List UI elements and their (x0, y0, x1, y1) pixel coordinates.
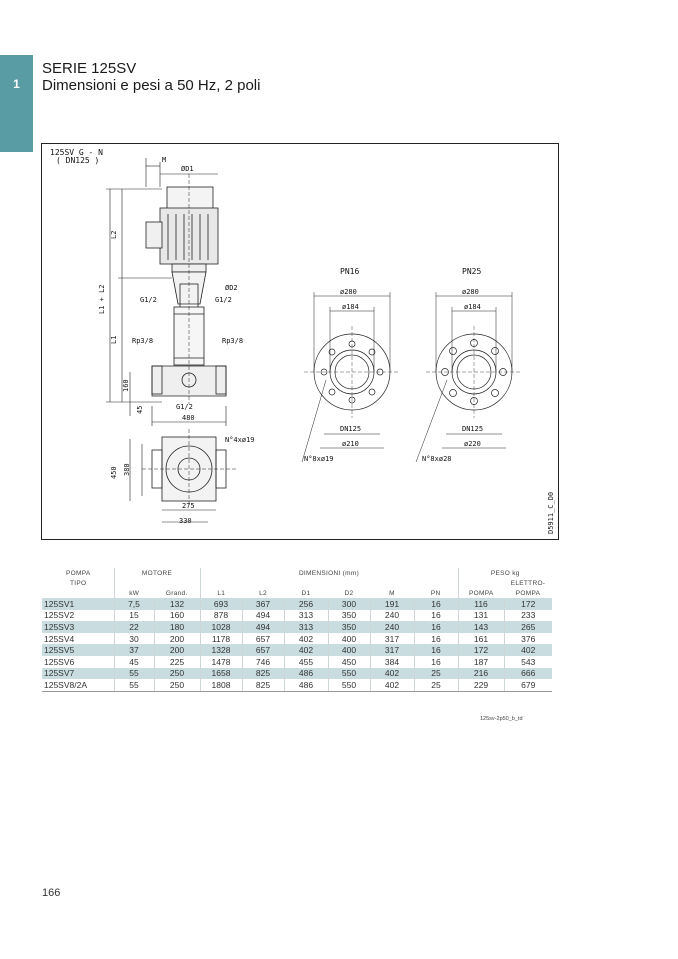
flange-pn16-bolt: ø210 (342, 440, 359, 448)
col-grand: Grand. (165, 589, 188, 597)
table-header-row-3 (42, 588, 552, 598)
cell-peso-pompa: 187 (458, 656, 504, 668)
cell-peso-elettro: 265 (504, 621, 552, 633)
cell-grand: 132 (154, 598, 200, 610)
dim-l1-l2: L1 + L2 (98, 284, 106, 314)
cell-peso-pompa: 172 (458, 644, 504, 656)
cell-l2: 657 (242, 644, 284, 656)
label-g12-right: G1/2 (215, 296, 232, 304)
col-pn: PN (430, 589, 441, 597)
header-tipo: TIPO (70, 579, 87, 587)
flange-pn16-holes: N°8xø19 (304, 455, 334, 463)
chapter-number: 1 (13, 77, 20, 91)
flange-pn25-inner: ø184 (464, 303, 481, 311)
table-reference: 125sv-2p50_b_td (480, 716, 523, 722)
cell-d1: 313 (284, 610, 328, 622)
cell-tipo: 125SV6 (44, 656, 75, 667)
cell-l1: 1028 (200, 621, 242, 633)
dim-d2: ØD2 (225, 284, 238, 292)
flange-pn25-title: PN25 (462, 267, 482, 276)
flange-pn25-outer: ø280 (462, 288, 479, 296)
pump-elevation-view (146, 174, 226, 404)
header-peso: PESO kg (458, 568, 552, 578)
cell-kw: 37 (114, 644, 154, 656)
cell-m: 317 (370, 644, 414, 656)
cell-l2: 657 (242, 633, 284, 645)
flange-pn16-dn: DN125 (340, 425, 362, 433)
label-g12-left: G1/2 (140, 296, 157, 304)
table-header-row-2 (42, 578, 552, 588)
cell-l1: 1178 (200, 633, 242, 645)
cell-peso-elettro: 376 (504, 633, 552, 645)
cell-pn: 16 (414, 621, 458, 633)
cell-tipo: 125SV2 (44, 610, 75, 621)
dim-d1: ØD1 (181, 165, 194, 173)
cell-peso-elettro: 172 (504, 598, 552, 610)
cell-grand: 200 (154, 633, 200, 645)
table-row (42, 679, 552, 691)
cell-pn: 25 (414, 679, 458, 691)
cell-peso-pompa: 131 (458, 610, 504, 622)
cell-tipo: 125SV8/2A (42, 679, 114, 691)
label-rp-right: Rp3/8 (222, 337, 244, 345)
table-row (42, 598, 552, 610)
model-sub-label: ( DN125 ) (56, 156, 100, 165)
table-row (42, 633, 552, 645)
cell-grand: 225 (154, 656, 200, 668)
label-holes-top: N°4xø19 (225, 436, 255, 444)
table-row (42, 610, 552, 622)
table-row (42, 644, 552, 656)
cell-m: 240 (370, 621, 414, 633)
table-row (42, 656, 552, 668)
col-m: M (389, 589, 395, 597)
cell-tipo: 125SV7 (42, 668, 114, 680)
label-rp-left: Rp3/8 (132, 337, 154, 345)
page-title (42, 60, 260, 94)
cell-l1: 1808 (200, 679, 242, 691)
table-row (42, 621, 552, 633)
dim-l2: L2 (110, 230, 118, 239)
cell-d1: 486 (284, 679, 328, 691)
cell-peso-elettro: 543 (504, 656, 552, 668)
cell-l1: 878 (200, 610, 242, 622)
col-d1: D1 (301, 589, 311, 597)
cell-l2: 746 (242, 656, 284, 668)
cell-peso-pompa: 161 (458, 633, 504, 645)
label-g12-bottom: G1/2 (176, 403, 193, 411)
cell-d1: 486 (284, 668, 328, 680)
cell-pn: 16 (414, 644, 458, 656)
dim-480: 480 (182, 414, 195, 422)
col-peso-elettropompa: POMPA (515, 589, 541, 597)
cell-tipo: 125SV4 (44, 633, 75, 644)
cell-l1: 693 (200, 598, 242, 610)
dim-l1: L1 (110, 335, 118, 344)
col-kw: kW (114, 588, 154, 598)
cell-d2: 550 (328, 679, 370, 691)
cell-pn: 16 (414, 633, 458, 645)
cell-d2: 400 (328, 633, 370, 645)
drawing-code: D5911_C_D0 (547, 491, 555, 534)
cell-d2: 450 (328, 656, 370, 668)
cell-peso-elettro: 679 (504, 679, 552, 691)
cell-m: 402 (370, 679, 414, 691)
cell-grand: 180 (154, 621, 200, 633)
dim-330: 330 (179, 517, 192, 525)
flange-pn16-view (302, 292, 400, 462)
cell-l1: 1658 (200, 668, 242, 680)
dim-380: 380 (123, 463, 131, 476)
page-number: 166 (42, 887, 61, 899)
cell-l2: 825 (242, 679, 284, 691)
cell-d2: 550 (328, 668, 370, 680)
cell-pn: 16 (414, 656, 458, 668)
dim-m: M (162, 156, 167, 164)
cell-d1: 256 (284, 598, 328, 610)
flange-pn25-dn: DN125 (462, 425, 484, 433)
model-label: 125SV G - N (50, 148, 103, 157)
cell-peso-elettro: 233 (504, 610, 552, 622)
cell-peso-elettro: 402 (504, 644, 552, 656)
dimensions-weights-table (42, 568, 552, 692)
cell-peso-pompa: 216 (458, 668, 504, 680)
col-peso-pompa: POMPA (458, 588, 504, 598)
cell-l1: 1478 (200, 656, 242, 668)
cell-l2: 494 (242, 610, 284, 622)
cell-pn: 16 (414, 598, 458, 610)
flange-pn16-title: PN16 (340, 267, 360, 276)
cell-kw: 7,5 (114, 598, 154, 610)
cell-peso-pompa: 229 (458, 679, 504, 691)
cell-tipo: 125SV5 (42, 644, 114, 656)
series-subtitle: Dimensioni e pesi a 50 Hz, 2 poli (42, 77, 261, 94)
cell-pn: 25 (414, 668, 458, 680)
drawing-canvas (42, 144, 558, 539)
cell-grand: 250 (154, 679, 200, 691)
header-pompa: POMPA (66, 569, 91, 577)
header-motore: MOTORE (114, 568, 200, 578)
cell-d1: 402 (284, 633, 328, 645)
dim-275: 275 (182, 502, 195, 510)
technical-drawing (41, 143, 559, 540)
cell-m: 191 (370, 598, 414, 610)
cell-grand: 200 (154, 644, 200, 656)
cell-peso-elettro: 666 (504, 668, 552, 680)
flange-pn25-bolt: ø220 (464, 440, 481, 448)
header-elettro: ELETTRO- (510, 579, 546, 587)
col-l1: L1 (200, 588, 242, 598)
col-l2: L2 (259, 589, 267, 597)
cell-d1: 313 (284, 621, 328, 633)
cell-kw: 55 (114, 679, 154, 691)
cell-grand: 250 (154, 668, 200, 680)
dim-450: 450 (110, 466, 118, 479)
cell-tipo: 125SV1 (42, 598, 114, 610)
table-header-row-1 (42, 568, 552, 578)
cell-m: 384 (370, 656, 414, 668)
cell-peso-pompa: 143 (458, 621, 504, 633)
cell-m: 402 (370, 668, 414, 680)
cell-kw: 15 (114, 610, 154, 622)
cell-m: 317 (370, 633, 414, 645)
cell-m: 240 (370, 610, 414, 622)
cell-pn: 16 (414, 610, 458, 622)
cell-d1: 402 (284, 644, 328, 656)
dim-160: 160 (122, 379, 130, 392)
cell-d1: 455 (284, 656, 328, 668)
cell-grand: 160 (154, 610, 200, 622)
col-d2: D2 (344, 589, 354, 597)
cell-d2: 300 (328, 598, 370, 610)
cell-kw: 45 (114, 656, 154, 668)
cell-l2: 825 (242, 668, 284, 680)
cell-l1: 1328 (200, 644, 242, 656)
dim-45: 45 (136, 405, 144, 414)
series-title: SERIE 125SV (42, 60, 137, 77)
cell-d2: 400 (328, 644, 370, 656)
chapter-tab (0, 55, 33, 152)
cell-d2: 350 (328, 610, 370, 622)
cell-l2: 494 (242, 621, 284, 633)
flange-pn25-view (416, 292, 522, 462)
cell-peso-pompa: 116 (458, 598, 504, 610)
cell-kw: 30 (114, 633, 154, 645)
flange-pn16-inner: ø184 (342, 303, 359, 311)
cell-kw: 55 (114, 668, 154, 680)
table-row (42, 668, 552, 680)
cell-d2: 350 (328, 621, 370, 633)
cell-l2: 367 (242, 598, 284, 610)
cell-kw: 22 (114, 621, 154, 633)
flange-pn16-outer: ø280 (340, 288, 357, 296)
cell-tipo: 125SV3 (42, 621, 114, 633)
flange-pn25-holes: N°8xø28 (422, 455, 452, 463)
header-dimensioni: DIMENSIONI (mm) (200, 568, 458, 578)
